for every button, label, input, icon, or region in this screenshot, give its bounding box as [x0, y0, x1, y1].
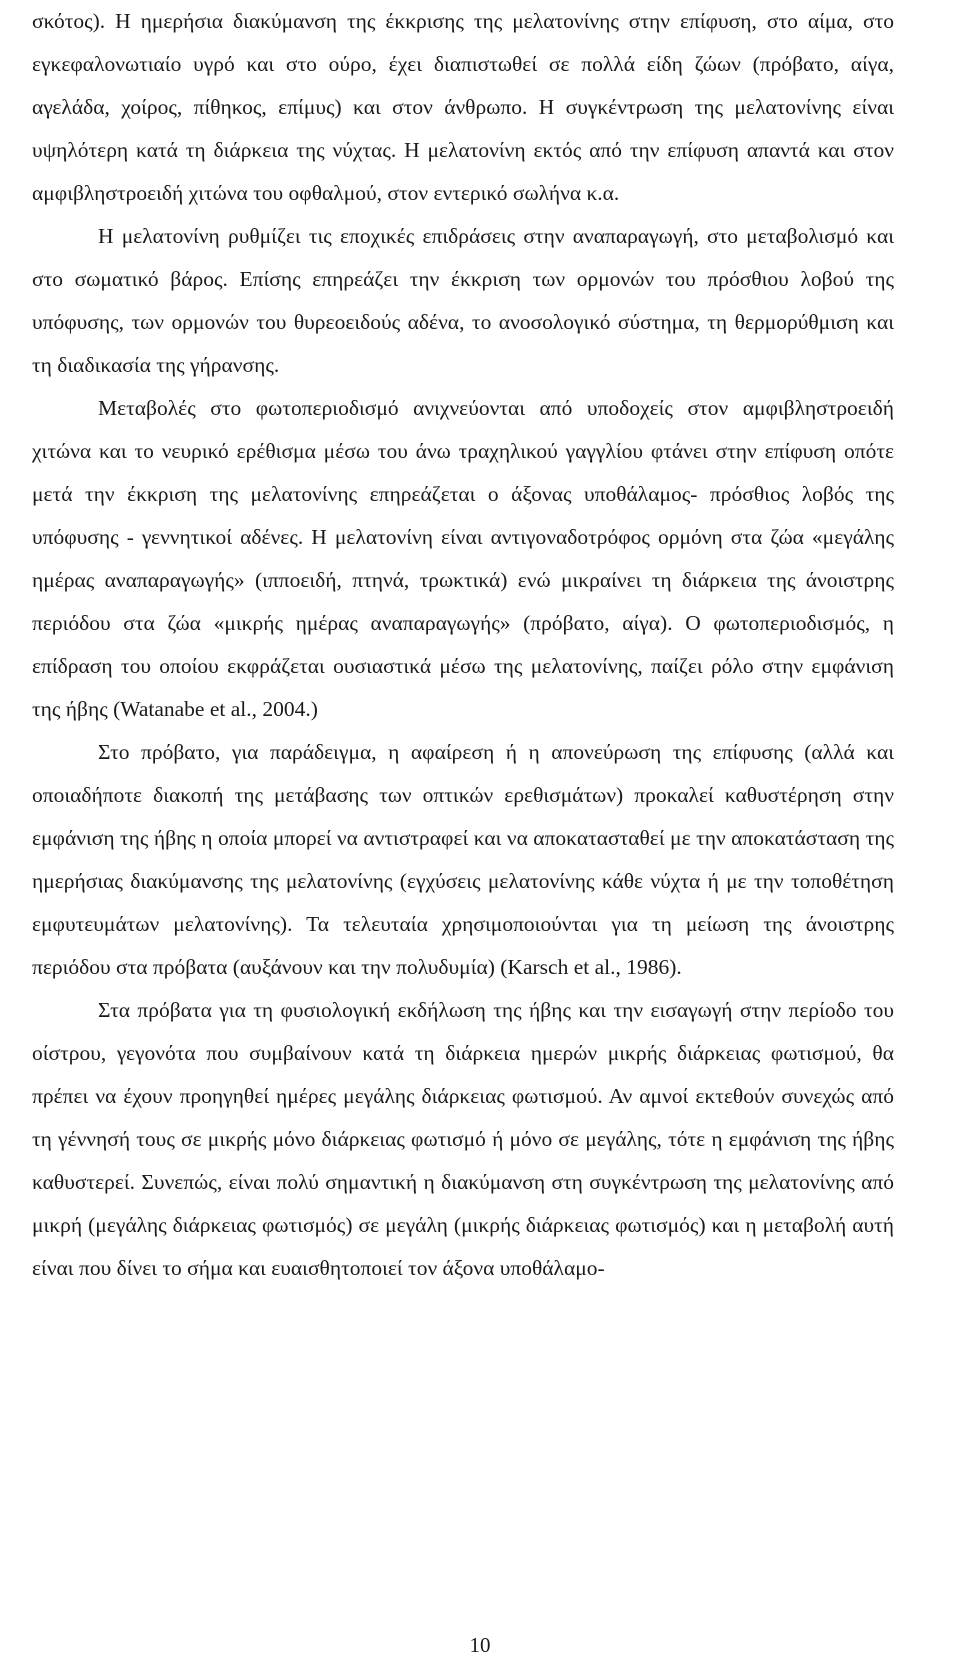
paragraph-2: Η μελατονίνη ρυθμίζει τις εποχικές επιδράσεις στην αναπαραγωγή, στο μεταβολισμό και στο σωματικό βάρος. Επίσης επηρεάζει την έκκριση των ορμονών του πρόσθιου λοβού της υπόφυσης, των ορμονών του θυρεοειδούς αδένα, το ανοσολογικό σύστημα, τη θερμορύθμιση και τη διαδικασία της γήρανσης.	[32, 224, 894, 377]
page-number: 10	[469, 1633, 491, 1657]
paragraph-5: Στα πρόβατα για τη φυσιολογική εκδήλωση της ήβης και την εισαγωγή στην περίοδο του οίστρου, γεγονότα που συμβαίνουν κατά τη διάρκεια ημερών μικρής διάρκειας φωτισμού, θα πρέπει να έχουν προηγηθεί ημέρες μεγάλης διάρκειας φωτισμού. Αν αμνοί εκτεθούν συνεχώς από τη γέννησή τους σε μικρής μόνο διάρκειας φωτισμό ή μόνο σε μεγάλης, τότε η εμφάνιση της ήβης καθυστερεί. Συνεπώς, είναι πολύ σημαντική η διακύμανση στη συγκέντρωση της μελατονίνης από μικρή (μεγάλης διάρκειας φωτισμός) σε μεγάλη (μικρής διάρκειας φωτισμός) και η μεταβολή αυτή είναι που δίνει το σήμα και ευαισθητοποιεί τον άξονα υποθάλαμο-	[32, 998, 894, 1280]
paragraph-4: Στο πρόβατο, για παράδειγμα, η αφαίρεση ή η απονεύρωση της επίφυσης (αλλά και οποιαδήποτε διακοπή της μετάβασης των οπτικών ερεθισμάτων) προκαλεί καθυστέρηση στην εμφάνιση της ήβης η οποία μπορεί να αντιστραφεί και να αποκατασταθεί με την αποκατάσταση της ημερήσιας διακύμανσης της μελατονίνης (εγχύσεις μελατονίνης κάθε νύχτα ή με την τοποθέτηση εμφυτευμάτων μελατονίνης). Τα τελευταία χρησιμοποιούνται για τη μείωση της άνοιστρης περιόδου στα πρόβατα (αυξάνουν και την πολυδυμία) (Karsch et al., 1986).	[32, 740, 894, 979]
document-body	[32, 0, 894, 1290]
paragraph-1: σκότος). Η ημερήσια διακύμανση της έκκρισης της μελατονίνης στην επίφυση, στο αίμα, στο εγκεφαλονωτιαίο υγρό και στο ούρο, έχει διαπιστωθεί σε πολλά είδη ζώων (πρόβατο, αίγα, αγελάδα, χοίρος, πίθηκος, επίμυς) και στον άνθρωπο. Η συγκέντρωση της μελατονίνης είναι υψηλότερη κατά τη διάρκεια της νύχτας. Η μελατονίνη εκτός από την επίφυση απαντά και στον αμφιβληστροειδή χιτώνα του οφθαλμού, στον εντερικό σωλήνα κ.α.	[32, 9, 894, 205]
paragraph-3: Μεταβολές στο φωτοπεριοδισμό ανιχνεύονται από υποδοχείς στον αμφιβληστροειδή χιτώνα και το νευρικό ερέθισμα μέσω του άνω τραχηλικού γαγγλίου φτάνει στην επίφυση οπότε μετά την έκκριση της μελατονίνης επηρεάζεται ο άξονας υποθάλαμος- πρόσθιος λοβός της υπόφυσης - γεννητικοί αδένες. Η μελατονίνη είναι αντιγοναδοτρόφος ορμόνη στα ζώα «μεγάλης ημέρας αναπαραγωγής» (ιπποειδή, πτηνά, τρωκτικά) ενώ μικραίνει τη διάρκεια της άνοιστρης περιόδου στα ζώα «μικρής ημέρας αναπαραγωγής» (πρόβατο, αίγα). Ο φωτοπεριοδισμός, η επίδραση του οποίου εκφράζεται ουσιαστικά μέσω της μελατονίνης, παίζει ρόλο στην εμφάνιση της ήβης (Watanabe et al., 2004.)	[32, 396, 894, 721]
